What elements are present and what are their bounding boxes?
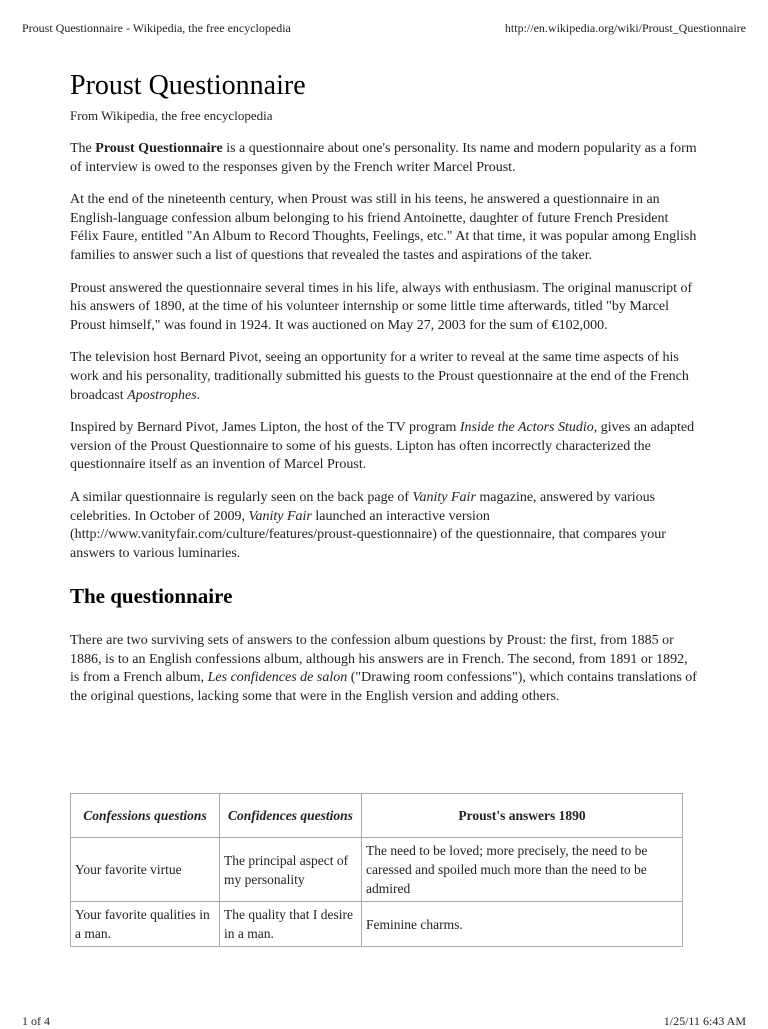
lipton-text-after: , gives an adapted version of the Proust Questionnaire to some of his guests. Lipton has often incorrectly characterized the questionnaire itself as an invention of Marcel Proust. xyxy=(70,420,695,473)
history-paragraph: At the end of the nineteenth century, when Proust was still in his teens, he answered a questionnaire in an English-language confession album belonging to his friend Antoinette, daughter of future French President Félix Faure, entitled "An Album to Record Thoughts, Feelings, etc." At that time, it was popular among English families to answer such a list of questions that revealed the tastes and aspirations of the taker. xyxy=(70,192,697,263)
apostrophes-title: Apostrophes xyxy=(127,387,197,403)
pivot-paragraph xyxy=(70,349,700,405)
vanity-text-before: A similar questionnaire is regularly seen on the back page of xyxy=(70,489,413,505)
pivot-text-after: . xyxy=(196,387,201,403)
lipton-paragraph xyxy=(70,419,700,475)
print-header xyxy=(22,21,746,37)
column-header-answers: Proust's answers 1890 xyxy=(362,794,683,838)
intro-paragraph xyxy=(70,140,700,177)
print-header-page-title: Proust Questionnaire - Wikipedia, the free encyclopedia xyxy=(22,21,291,35)
article-content xyxy=(70,66,700,707)
actors-studio-title: Inside the Actors Studio xyxy=(459,420,594,436)
table-header-row xyxy=(71,794,683,838)
intro-text-after: is a questionnaire about one's personality. Its name and modern popularity as a form of interview is owed to the responses given by the French writer Marcel Proust. xyxy=(70,141,697,175)
column-header-confidences: Confidences questions xyxy=(220,794,362,838)
proust-answers-table xyxy=(70,793,683,947)
surviving-text-after: ("Drawing room confessions"), which contains translations of the original questions, lacking some that were in the English version and adding others. xyxy=(70,670,697,705)
print-footer xyxy=(22,1014,746,1028)
article-subtitle: From Wikipedia, the free encyclopedia xyxy=(70,108,273,123)
vanity-fair-paragraph xyxy=(70,489,700,563)
page-title: Proust Questionnaire xyxy=(70,70,306,101)
cell-confessions-question: Your favorite qualities in a man. xyxy=(71,902,220,947)
intro-text-before: The xyxy=(70,141,96,156)
section-heading-questionnaire: The questionnaire xyxy=(70,584,233,609)
confidences-de-salon-title: Les confidences de salon xyxy=(207,670,348,686)
manuscript-paragraph: Proust answered the questionnaire several times in his life, always with enthusiasm. The original manuscript of his answers of 1890, at the time of his volunteer internship or some little time afterwards, titled "by Marcel Proust himself," was found in 1924. It was auctioned on May 27, 2003 for the sum of €102,000. xyxy=(70,280,693,333)
vanity-text-middle: magazine, answered by various celebrities. In October of 2009, xyxy=(70,489,656,524)
column-header-confessions: Confessions questions xyxy=(71,794,220,838)
vanity-text-after: launched an interactive version (http://www.vanityfair.com/culture/features/proust-questionnaire) of the questionnaire, that compares your answers to various luminaries. xyxy=(70,508,666,561)
table-row xyxy=(71,902,683,947)
cell-proust-answer: The need to be loved; more precisely, the need to be caressed and spoiled much more than the need to be admired xyxy=(362,838,683,902)
intro-bold-term: Proust Questionnaire xyxy=(95,141,223,156)
lipton-text-before: Inspired by Bernard Pivot, James Lipton, the host of the TV program xyxy=(70,420,460,436)
print-footer-page-number: 1 of 4 xyxy=(22,1014,50,1028)
print-header-url: http://en.wikipedia.org/wiki/Proust_Questionnaire xyxy=(504,21,746,35)
print-footer-date: 1/25/11 6:43 AM xyxy=(663,1014,746,1028)
cell-confidences-question: The principal aspect of my personality xyxy=(220,838,362,902)
vanity-fair-title-1: Vanity Fair xyxy=(412,489,476,505)
pivot-text-before: The television host Bernard Pivot, seeing an opportunity for a writer to reveal at the same time aspects of his work and his personality, traditionally submitted his guests to the Proust questionnaire at the end of the French broadcast xyxy=(70,350,689,403)
cell-confessions-question: Your favorite virtue xyxy=(71,838,220,902)
cell-confidences-question: The quality that I desire in a man. xyxy=(220,902,362,947)
surviving-text-before: There are two surviving sets of answers to the confession album questions by Proust: the first, from 1885 or 1886, is to an English confessions album, although his answers are in French. The second, from 1891 or 1892, is from a French album, xyxy=(70,633,688,686)
vanity-fair-title-2: Vanity Fair xyxy=(248,508,312,524)
table-row xyxy=(71,838,683,902)
surviving-answers-paragraph xyxy=(70,632,700,706)
cell-proust-answer: Feminine charms. xyxy=(362,902,683,947)
